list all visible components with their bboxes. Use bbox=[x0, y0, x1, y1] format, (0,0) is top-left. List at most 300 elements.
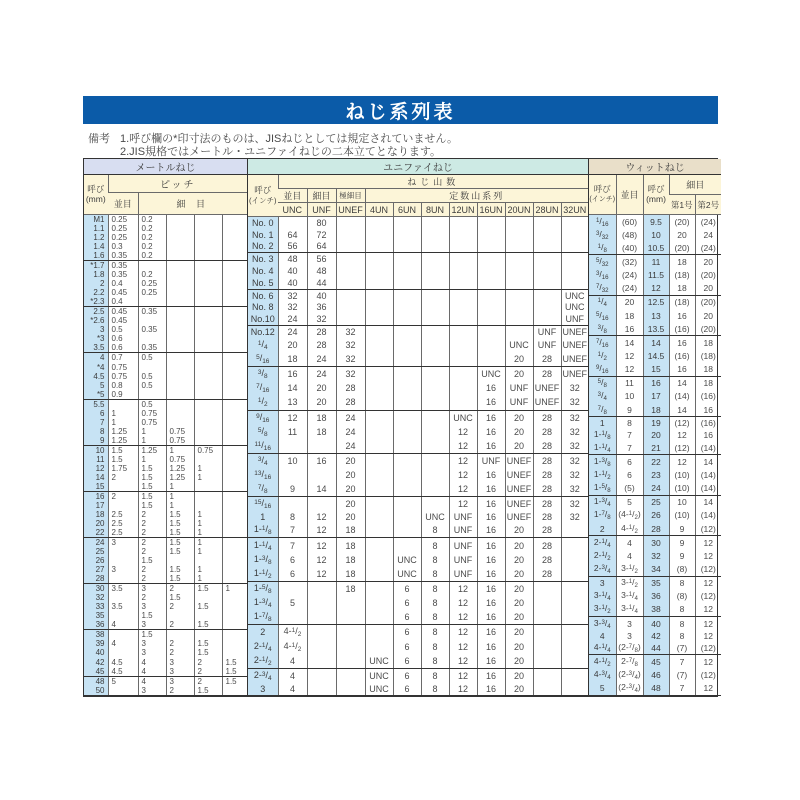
whitworth-thread-table bbox=[589, 159, 721, 696]
value-cell: 64 bbox=[307, 241, 336, 253]
value-cell bbox=[166, 316, 194, 325]
value-cell bbox=[421, 439, 449, 454]
value-cell: 20 bbox=[505, 625, 533, 640]
value-cell bbox=[336, 654, 365, 669]
value-cell bbox=[365, 596, 393, 610]
table-row bbox=[84, 242, 247, 251]
value-cell bbox=[222, 307, 247, 317]
value-cell: 12 bbox=[449, 610, 477, 625]
value-cell: 7 bbox=[669, 682, 695, 696]
value-cell: 3 bbox=[138, 602, 166, 611]
thread-size-cell: *3 bbox=[84, 334, 108, 343]
value-cell: 12 bbox=[449, 596, 477, 610]
value-cell: UNF bbox=[449, 553, 477, 567]
thread-size-cell: *2.3 bbox=[84, 297, 108, 307]
thread-size-cell: $^3/_4$ bbox=[248, 453, 278, 468]
value-cell: 20 bbox=[505, 523, 533, 538]
value-cell: 8 bbox=[669, 576, 695, 590]
value-cell: 16 bbox=[307, 453, 336, 468]
value-cell: 12 bbox=[449, 668, 477, 683]
table-row bbox=[84, 602, 247, 611]
value-cell: 18 bbox=[336, 567, 365, 582]
value-cell: 6 bbox=[393, 668, 421, 683]
value-cell bbox=[505, 302, 533, 314]
thread-size-cell: 26 bbox=[643, 509, 669, 522]
table-row bbox=[589, 255, 721, 269]
thread-size-cell: 3 bbox=[248, 683, 278, 696]
value-cell: 16 bbox=[477, 596, 505, 610]
value-cell: 12 bbox=[449, 453, 477, 468]
value-cell: 40 bbox=[278, 265, 307, 277]
value-cell: 12 bbox=[449, 468, 477, 482]
value-cell: 40 bbox=[307, 289, 336, 301]
value-cell: 14 bbox=[669, 376, 695, 390]
table-row bbox=[248, 668, 588, 683]
table-row bbox=[589, 455, 721, 469]
thread-size-cell: 32 bbox=[643, 549, 669, 562]
value-cell bbox=[166, 381, 194, 390]
value-cell bbox=[278, 439, 307, 454]
value-cell: 1 bbox=[194, 547, 222, 556]
value-cell: 1 bbox=[194, 510, 222, 519]
thread-size-cell: $^{11}/_{16}$ bbox=[248, 439, 278, 454]
value-cell: 12 bbox=[695, 682, 721, 696]
value-cell bbox=[194, 242, 222, 251]
value-cell: $(2-^3/_4)$ bbox=[616, 682, 643, 696]
thread-size-cell: 13 bbox=[643, 309, 669, 322]
value-cell bbox=[505, 217, 533, 229]
thread-size-cell: 27 bbox=[84, 565, 108, 574]
whitworth-fine1-header: 第1号 bbox=[669, 195, 695, 215]
thread-size-cell: 15 bbox=[643, 363, 669, 377]
value-cell: 16 bbox=[477, 512, 505, 524]
thread-size-cell: 11.5 bbox=[643, 269, 669, 282]
thread-size-cell: $2-^1/_4$ bbox=[589, 536, 616, 550]
unified-constant-series-header: 定数山系列 bbox=[365, 189, 588, 203]
value-cell bbox=[365, 410, 393, 425]
value-cell bbox=[393, 482, 421, 497]
value-cell: 0.5 bbox=[138, 372, 166, 381]
table-row bbox=[84, 297, 247, 307]
value-cell: (12) bbox=[695, 641, 721, 655]
table-row bbox=[84, 574, 247, 584]
table-row bbox=[248, 567, 588, 582]
value-cell bbox=[365, 425, 393, 439]
value-cell: 28 bbox=[533, 453, 561, 468]
value-cell: UNF bbox=[505, 395, 533, 410]
value-cell: 7 bbox=[278, 538, 307, 553]
value-cell: (18) bbox=[695, 349, 721, 362]
thread-size-cell: $^7/_8$ bbox=[248, 482, 278, 497]
table-row bbox=[84, 418, 247, 427]
thread-size-cell: $4-^3/_4$ bbox=[589, 668, 616, 681]
thread-size-cell: 35 bbox=[84, 611, 108, 620]
value-cell: 2 bbox=[166, 620, 194, 630]
value-cell: 12 bbox=[449, 625, 477, 640]
value-cell bbox=[194, 399, 222, 409]
thread-size-cell: 45 bbox=[643, 655, 669, 669]
thread-size-cell: $^9/_{16}$ bbox=[248, 410, 278, 425]
value-cell bbox=[449, 338, 477, 352]
table-row bbox=[248, 482, 588, 497]
value-cell bbox=[505, 326, 533, 338]
thread-size-cell: 5 bbox=[589, 682, 616, 696]
thread-size-cell: 8 bbox=[84, 427, 108, 436]
value-cell bbox=[561, 538, 588, 553]
value-cell bbox=[166, 409, 194, 418]
table-row bbox=[248, 425, 588, 439]
unified-column-header: 6UN bbox=[393, 203, 421, 217]
thread-size-cell: 3 bbox=[589, 576, 616, 590]
value-cell bbox=[393, 277, 421, 289]
value-cell: 0.25 bbox=[138, 279, 166, 288]
value-cell: 6 bbox=[616, 455, 643, 469]
table-row bbox=[84, 584, 247, 594]
thread-size-cell: $^5/_{16}$ bbox=[589, 309, 616, 322]
value-cell bbox=[222, 611, 247, 620]
value-cell bbox=[194, 381, 222, 390]
value-cell bbox=[166, 399, 194, 409]
value-cell bbox=[222, 372, 247, 381]
thread-size-cell: $^1/_4$ bbox=[589, 295, 616, 309]
value-cell bbox=[393, 217, 421, 229]
value-cell bbox=[307, 625, 336, 640]
table-row bbox=[589, 536, 721, 550]
value-cell: (14) bbox=[695, 441, 721, 455]
value-cell: $(4-^1/_2)$ bbox=[616, 509, 643, 522]
value-cell: 12 bbox=[669, 428, 695, 441]
thread-size-cell: 12 bbox=[84, 464, 108, 473]
value-cell bbox=[533, 241, 561, 253]
thread-size-cell: $^9/_{16}$ bbox=[589, 363, 616, 377]
value-cell: 1.5 bbox=[194, 620, 222, 630]
value-cell bbox=[194, 288, 222, 297]
value-cell bbox=[166, 556, 194, 565]
thread-size-cell: 30 bbox=[643, 536, 669, 550]
value-cell bbox=[222, 279, 247, 288]
value-cell bbox=[505, 241, 533, 253]
value-cell: 1.5 bbox=[222, 676, 247, 686]
value-cell bbox=[561, 596, 588, 610]
value-cell: 3 bbox=[138, 686, 166, 696]
value-cell: (8) bbox=[669, 590, 695, 603]
value-cell: 0.45 bbox=[108, 307, 138, 317]
value-cell bbox=[365, 610, 393, 625]
table-row bbox=[84, 538, 247, 548]
thread-size-cell: 1.4 bbox=[84, 242, 108, 251]
value-cell: 3 bbox=[138, 584, 166, 594]
value-cell bbox=[166, 630, 194, 640]
table-row bbox=[84, 630, 247, 640]
value-cell bbox=[393, 497, 421, 512]
value-cell bbox=[365, 395, 393, 410]
value-cell bbox=[108, 399, 138, 409]
table-row bbox=[589, 682, 721, 696]
value-cell: 32 bbox=[561, 453, 588, 468]
table-row bbox=[589, 590, 721, 603]
value-cell bbox=[477, 313, 505, 325]
value-cell: 7 bbox=[616, 428, 643, 441]
value-cell bbox=[194, 390, 222, 400]
value-cell: 18 bbox=[669, 282, 695, 296]
value-cell: 32 bbox=[561, 410, 588, 425]
value-cell: 14 bbox=[278, 381, 307, 395]
value-cell: 20 bbox=[505, 367, 533, 382]
value-cell: 64 bbox=[278, 229, 307, 241]
thread-size-cell: $^5/_8$ bbox=[589, 376, 616, 390]
thread-size-cell: 14 bbox=[84, 473, 108, 482]
table-row bbox=[84, 556, 247, 565]
value-cell bbox=[194, 261, 222, 271]
thread-size-cell: $3-^1/_2$ bbox=[589, 603, 616, 617]
value-cell bbox=[166, 418, 194, 427]
table-row bbox=[84, 648, 247, 657]
value-cell: 0.2 bbox=[138, 242, 166, 251]
value-cell: 20 bbox=[505, 596, 533, 610]
value-cell: 8 bbox=[421, 567, 449, 582]
thread-size-cell: *4 bbox=[84, 363, 108, 372]
value-cell bbox=[449, 313, 477, 325]
value-cell: 1.5 bbox=[166, 528, 194, 538]
value-cell bbox=[194, 224, 222, 233]
value-cell bbox=[222, 251, 247, 261]
value-cell bbox=[393, 367, 421, 382]
value-cell bbox=[222, 363, 247, 372]
value-cell: 20 bbox=[307, 381, 336, 395]
value-cell: 24 bbox=[278, 326, 307, 338]
value-cell bbox=[533, 581, 561, 596]
value-cell: (20) bbox=[669, 215, 695, 229]
value-cell: 1 bbox=[194, 574, 222, 584]
thread-size-cell: 21 bbox=[643, 441, 669, 455]
value-cell bbox=[222, 325, 247, 334]
value-cell bbox=[166, 343, 194, 353]
value-cell bbox=[393, 538, 421, 553]
value-cell: 1.5 bbox=[166, 538, 194, 548]
value-cell: 2 bbox=[166, 584, 194, 594]
value-cell bbox=[421, 482, 449, 497]
value-cell bbox=[393, 265, 421, 277]
value-cell bbox=[278, 610, 307, 625]
value-cell bbox=[365, 289, 393, 301]
value-cell: 0.35 bbox=[108, 270, 138, 279]
table-row bbox=[84, 251, 247, 261]
unified-column-header: 16UN bbox=[477, 203, 505, 217]
thread-size-cell: 36 bbox=[84, 620, 108, 630]
value-cell: 20 bbox=[505, 668, 533, 683]
value-cell: 18 bbox=[307, 410, 336, 425]
value-cell: 2 bbox=[108, 473, 138, 482]
value-cell: 18 bbox=[278, 352, 307, 367]
value-cell: 0.35 bbox=[138, 307, 166, 317]
value-cell: 1 bbox=[166, 482, 194, 492]
value-cell bbox=[421, 410, 449, 425]
value-cell: 2 bbox=[166, 639, 194, 648]
value-cell: 6 bbox=[393, 640, 421, 654]
value-cell: 0.45 bbox=[108, 316, 138, 325]
unified-table-body bbox=[248, 217, 588, 696]
table-row bbox=[589, 576, 721, 590]
value-cell bbox=[561, 241, 588, 253]
value-cell: 1 bbox=[108, 418, 138, 427]
thread-size-cell: 42 bbox=[84, 658, 108, 667]
value-cell: $2-^7/_8$ bbox=[616, 655, 643, 669]
value-cell bbox=[533, 253, 561, 265]
value-cell bbox=[505, 265, 533, 277]
table-row bbox=[589, 655, 721, 669]
value-cell: 1.5 bbox=[108, 455, 138, 464]
value-cell bbox=[166, 288, 194, 297]
value-cell bbox=[166, 224, 194, 233]
value-cell: 7 bbox=[669, 655, 695, 669]
value-cell: 24 bbox=[336, 425, 365, 439]
thread-size-cell: 40 bbox=[84, 648, 108, 657]
value-cell: 1.5 bbox=[166, 547, 194, 556]
value-cell: 0.4 bbox=[108, 279, 138, 288]
value-cell bbox=[421, 453, 449, 468]
value-cell: 3 bbox=[108, 565, 138, 574]
metric-fine-header: 細 目 bbox=[138, 193, 247, 215]
value-cell bbox=[449, 352, 477, 367]
value-cell: 8 bbox=[421, 581, 449, 596]
value-cell bbox=[365, 217, 393, 229]
thread-size-cell: No.10 bbox=[248, 313, 278, 325]
table-row bbox=[84, 565, 247, 574]
value-cell: 20 bbox=[336, 453, 365, 468]
value-cell: 18 bbox=[336, 523, 365, 538]
value-cell: 2.5 bbox=[108, 519, 138, 528]
value-cell bbox=[336, 277, 365, 289]
value-cell: UNC bbox=[421, 512, 449, 524]
value-cell: 4 bbox=[138, 676, 166, 686]
value-cell: 16 bbox=[477, 538, 505, 553]
value-cell bbox=[194, 215, 222, 225]
thread-size-cell: $3-^3/_4$ bbox=[589, 617, 616, 631]
value-cell: 16 bbox=[477, 625, 505, 640]
table-row bbox=[248, 326, 588, 338]
value-cell bbox=[108, 648, 138, 657]
value-cell: 1.25 bbox=[108, 427, 138, 436]
table-row bbox=[84, 288, 247, 297]
thread-size-cell: 3 bbox=[84, 325, 108, 334]
table-row bbox=[248, 277, 588, 289]
value-cell bbox=[533, 313, 561, 325]
thread-size-cell: $1-^1/_8$ bbox=[248, 523, 278, 538]
value-cell: 1 bbox=[194, 519, 222, 528]
value-cell: UNEF bbox=[505, 468, 533, 482]
note-line-2: 2.JIS規格ではメートル・ユニファイねじの二本立てとなります。 bbox=[120, 146, 441, 158]
value-cell: 8 bbox=[421, 668, 449, 683]
thread-size-cell: 45 bbox=[84, 667, 108, 677]
value-cell: 0.35 bbox=[138, 343, 166, 353]
thread-size-cell: 50 bbox=[84, 686, 108, 696]
thread-size-cell: 25 bbox=[84, 547, 108, 556]
table-row bbox=[248, 596, 588, 610]
value-cell bbox=[222, 334, 247, 343]
value-cell: 28 bbox=[533, 352, 561, 367]
value-cell bbox=[393, 338, 421, 352]
thread-size-cell: 34 bbox=[643, 562, 669, 576]
value-cell bbox=[421, 395, 449, 410]
unified-threads-header: ねじ山数 bbox=[278, 175, 588, 189]
thread-size-cell: 10 bbox=[84, 445, 108, 455]
unified-column-header: 20UN bbox=[505, 203, 533, 217]
value-cell bbox=[222, 381, 247, 390]
value-cell: 0.5 bbox=[138, 399, 166, 409]
value-cell: 32 bbox=[336, 338, 365, 352]
value-cell: 4 bbox=[278, 668, 307, 683]
value-cell: UNEF bbox=[533, 381, 561, 395]
value-cell bbox=[194, 482, 222, 492]
value-cell bbox=[421, 497, 449, 512]
value-cell bbox=[138, 261, 166, 271]
thread-size-cell: $4-^1/_2$ bbox=[589, 655, 616, 669]
value-cell: (12) bbox=[669, 441, 695, 455]
value-cell bbox=[393, 253, 421, 265]
value-cell bbox=[307, 581, 336, 596]
value-cell: 0.35 bbox=[138, 325, 166, 334]
value-cell bbox=[561, 625, 588, 640]
value-cell bbox=[222, 215, 247, 225]
table-row bbox=[589, 469, 721, 482]
value-cell bbox=[194, 334, 222, 343]
table-row bbox=[248, 453, 588, 468]
value-cell: (40) bbox=[616, 241, 643, 255]
thread-size-cell: 12.5 bbox=[643, 295, 669, 309]
thread-size-cell: $^7/_{16}$ bbox=[589, 336, 616, 350]
value-cell: (24) bbox=[616, 282, 643, 296]
value-cell: 1 bbox=[194, 538, 222, 548]
value-cell bbox=[365, 352, 393, 367]
value-cell: 24 bbox=[307, 367, 336, 382]
value-cell: UNC bbox=[365, 668, 393, 683]
value-cell bbox=[194, 353, 222, 363]
value-cell bbox=[138, 316, 166, 325]
table-row bbox=[248, 610, 588, 625]
value-cell: 20 bbox=[336, 468, 365, 482]
thread-size-cell: 10 bbox=[643, 228, 669, 241]
value-cell bbox=[222, 242, 247, 251]
value-cell bbox=[505, 253, 533, 265]
value-cell bbox=[393, 302, 421, 314]
value-cell: 28 bbox=[307, 338, 336, 352]
value-cell bbox=[222, 491, 247, 501]
thread-size-cell: No. 3 bbox=[248, 253, 278, 265]
value-cell bbox=[222, 445, 247, 455]
table-row bbox=[248, 253, 588, 265]
value-cell bbox=[138, 334, 166, 343]
value-cell bbox=[561, 253, 588, 265]
thread-size-cell: $2-^1/_2$ bbox=[248, 654, 278, 669]
value-cell: 6 bbox=[393, 581, 421, 596]
value-cell: 0.75 bbox=[166, 427, 194, 436]
table-row bbox=[248, 512, 588, 524]
value-cell bbox=[307, 497, 336, 512]
unified-column-header: UNF bbox=[307, 203, 336, 217]
value-cell: 12 bbox=[449, 581, 477, 596]
thread-size-cell: No. 2 bbox=[248, 241, 278, 253]
value-cell: $4-^1/_2$ bbox=[616, 522, 643, 536]
value-cell: 72 bbox=[307, 229, 336, 241]
value-cell: 1.5 bbox=[138, 491, 166, 501]
value-cell: 14 bbox=[307, 482, 336, 497]
value-cell bbox=[365, 553, 393, 567]
value-cell: 4 bbox=[108, 620, 138, 630]
value-cell bbox=[477, 253, 505, 265]
table-row bbox=[589, 562, 721, 576]
thread-size-cell: 17 bbox=[643, 390, 669, 403]
value-cell: 32 bbox=[561, 381, 588, 395]
